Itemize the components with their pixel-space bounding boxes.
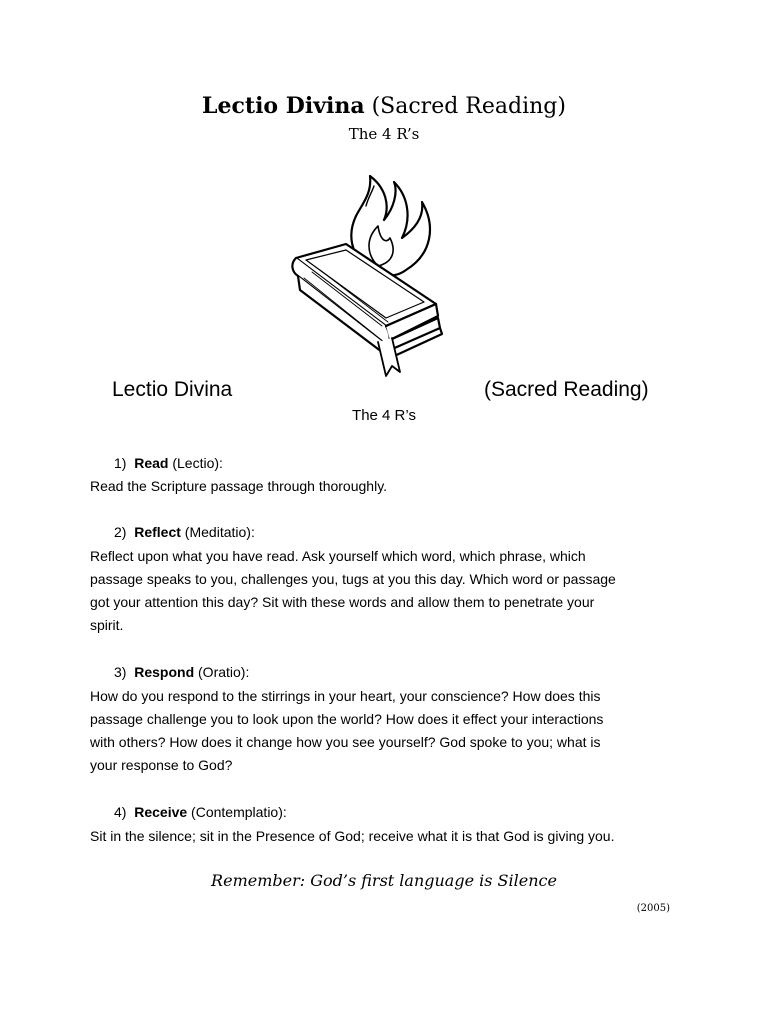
step-latin: (Meditatio): [180, 524, 255, 540]
page-subtitle: The 4 R’s [348, 125, 420, 143]
heading-subtitle-right: (Sacred Reading) [484, 378, 649, 401]
page-title-bold: Lectio Divina [202, 93, 365, 119]
step-heading-receive [114, 802, 287, 822]
step-text-read: Read the Scripture passage through thoroughly. [90, 478, 388, 494]
step-text-receive: Sit in the silence; sit in the Presence of God; receive what it is that God is giving you. [90, 828, 615, 844]
step-name: Receive [134, 804, 188, 820]
step-latin: (Contemplatio): [187, 804, 287, 820]
step-name: Reflect [134, 524, 181, 540]
page-title [0, 92, 768, 121]
step-name: Read [134, 455, 169, 471]
book-with-flame-icon [286, 146, 456, 386]
step-heading-read [114, 453, 223, 473]
step-number: 2) [114, 524, 127, 540]
step-text-respond: How do you respond to the stirrings in your heart, your conscience? How does this passage challenge you to look upon the world? How does it effect your interactions with others? How does it change how you see yourself? God spoke to you; what is your response to God? [90, 688, 604, 773]
step-text-reflect: Reflect upon what you have read. Ask yourself which word, which phrase, which passage speaks to you, challenges you, tugs at you this day. Which word or passage got your attention this day? Sit with these words and allow them to penetrate your spirit. [90, 548, 616, 633]
heading-title: Lectio Divina [112, 378, 233, 401]
step-latin: (Lectio): [168, 455, 223, 471]
step-heading-respond [114, 662, 249, 682]
step-number: 3) [114, 664, 127, 680]
page-title-rest: (Sacred Reading) [364, 94, 566, 119]
step-name: Respond [134, 664, 195, 680]
year-note: (2005) [636, 903, 670, 914]
heading-subline: The 4 R’s [352, 407, 416, 424]
step-number: 1) [114, 455, 127, 471]
step-heading-reflect [114, 522, 255, 542]
closing-quote: Remember: God’s first language is Silence [211, 871, 557, 890]
step-number: 4) [114, 804, 127, 820]
step-latin: (Oratio): [194, 664, 250, 680]
